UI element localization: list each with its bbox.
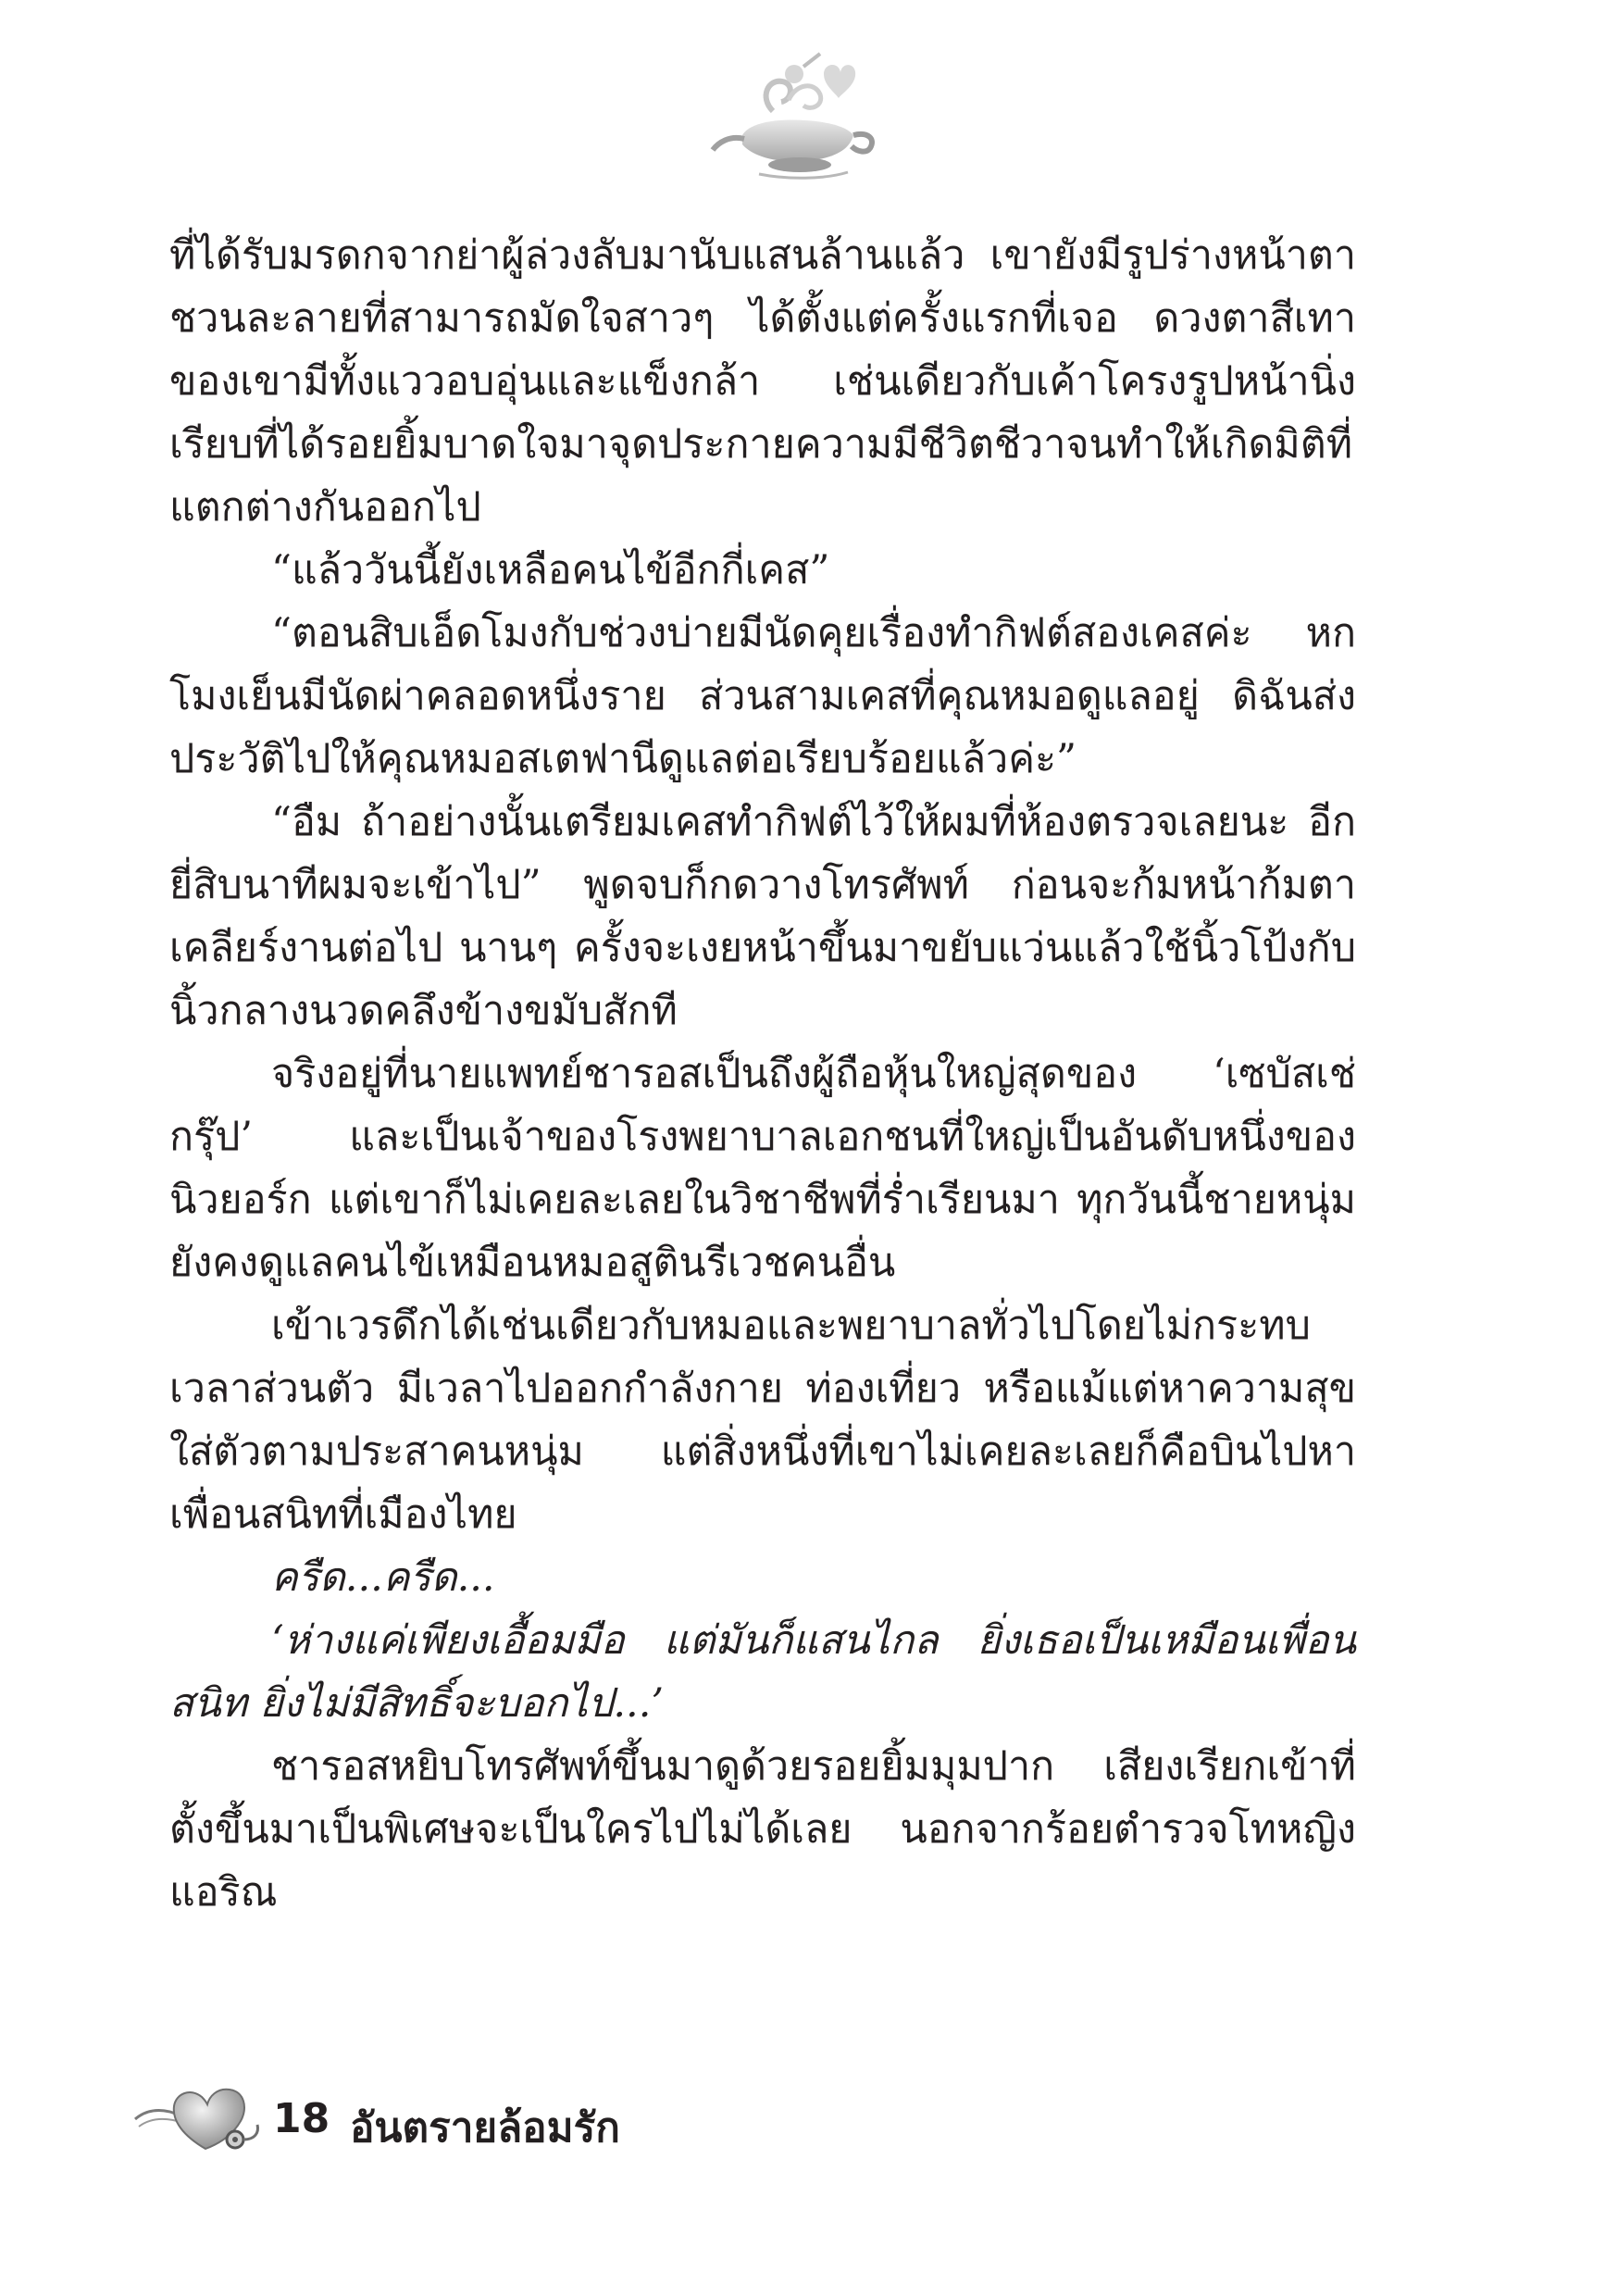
page-number: 18 [273,2095,330,2142]
paragraph-sound-effect: ครืด...ครืด... [271,1554,495,1601]
chapter-text [169,224,1356,1924]
paragraph: เข้าเวรดึกได้เช่นเดียวกับหมอและพยาบาลทั่วไปโดยไม่กระทบเวลาส่วนตัว มีเวลาไปออกกำลังกาย ท่องเที่ยว หรือแม้แต่หาความสุขใส่ตัวตามประสาคนหนุ่ม แต่สิ่งหนึ่งที่เขาไม่เคยละเลยก็คือบินไปหาเพื่อนสนิทที่เมืองไทย [169,1303,1356,1538]
paragraph: “แล้ววันนี้ยังเหลือคนไข้อีกกี่เคส” [271,547,830,593]
paragraph: ที่ได้รับมรดกจากย่าผู้ล่วงลับมานับแสนล้านแล้ว เขายังมีรูปร่างหน้าตาชวนละลายที่สามารถมัดใจสาวๆ ได้ตั้งแต่ครั้งแรกที่เจอ ดวงตาสีเทาของเขามีทั้งแววอบอุ่นและแข็งกล้า เช่นเดียวกับเค้าโครงรูปหน้านิ่งเรียบที่ได้รอยยิ้มบาดใจมาจุดประกายความมีชีวิตชีวาจนทำให้เกิดมิติที่แตกต่างกันออกไป [169,232,1356,530]
paragraph: “อืม ถ้าอย่างนั้นเตรียมเคสทำกิฟต์ไว้ให้ผมที่ห้องตรวจเลยนะ อีกยี่สิบนาทีผมจะเข้าไป” พูดจบก็กดวางโทรศัพท์ ก่อนจะก้มหน้าก้มตาเคลียร์งานต่อไป นานๆ ครั้งจะเงยหน้าขึ้นมาขยับแว่นแล้วใช้นิ้วโป้งกับนิ้วกลางนวดคลึงข้างขมับสักที [169,799,1356,1034]
paragraph: ชารอสหยิบโทรศัพท์ขึ้นมาดูด้วยรอยยิ้มมุมปาก เสียงเรียกเข้าที่ตั้งขึ้นมาเป็นพิเศษจะเป็นใครไปไม่ได้เลย นอกจากร้อยตำรวจโทหญิงแอริณ [169,1743,1356,1915]
paragraph: “ตอนสิบเอ็ดโมงกับช่วงบ่ายมีนัดคุยเรื่องทำกิฟต์สองเคสค่ะ หกโมงเย็นมีนัดผ่าคลอดหนึ่งราย ส่วนสามเคสที่คุณหมอดูแลอยู่ ดิฉันส่งประวัติไปให้คุณหมอสเตฟานีดูแลต่อเรียบร้อยแล้วค่ะ” [169,610,1356,782]
paragraph-song-lyric: ‘ห่างแค่เพียงเอื้อมมือ แต่มันก็แสนไกล ยิ่งเธอเป็นเหมือนเพื่อนสนิท ยิ่งไม่มีสิทธิ์จะบอกไป...’ [169,1617,1356,1727]
heart-stethoscope-icon [131,2078,280,2156]
book-title: อันตรายล้อมรัก [350,2104,620,2152]
cupid-teapot-ornament-icon [685,46,907,185]
page-footer [120,2078,953,2162]
paragraph: จริงอยู่ที่นายแพทย์ชารอสเป็นถึงผู้ถือหุ้นใหญ่สุดของ ‘เซบัสเช่กรุ๊ป’ และเป็นเจ้าของโรงพยาบาลเอกชนที่ใหญ่เป็นอันดับหนึ่งของนิวยอร์ก แต่เขาก็ไม่เคยละเลยในวิชาชีพที่ร่ำเรียนมา ทุกวันนี้ชายหนุ่มยังคงดูแลคนไข้เหมือนหมอสูตินรีเวชคนอื่น [169,1051,1356,1286]
